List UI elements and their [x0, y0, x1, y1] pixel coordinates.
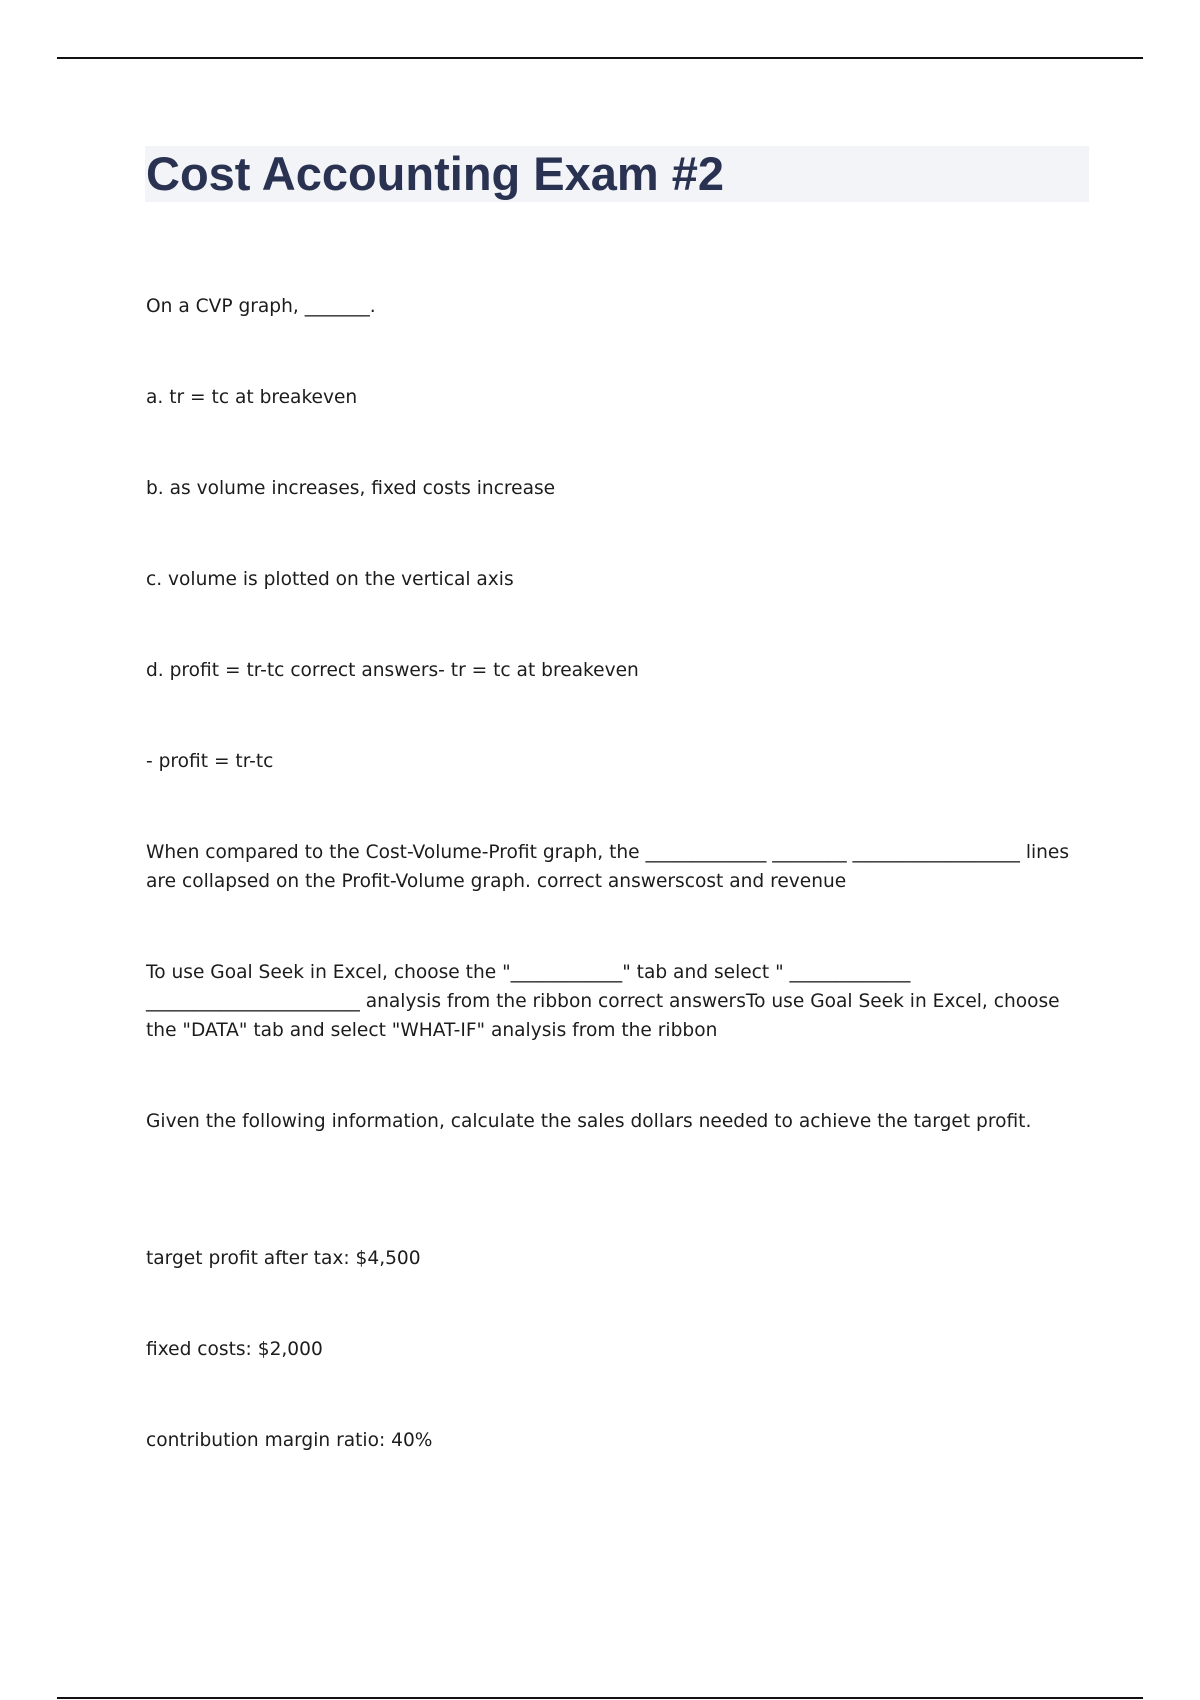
question-cvp-graph: On a CVP graph, _______. — [146, 296, 376, 317]
given-fixed-costs: fixed costs: $2,000 — [146, 1339, 323, 1360]
question-sales-dollars: Given the following information, calculate the sales dollars needed to achieve the target profit. — [146, 1111, 1032, 1132]
option-d-with-answer: d. profit = tr-tc correct answers- tr = tc at breakeven — [146, 660, 639, 681]
question-profit-volume-graph: When compared to the Cost-Volume-Profit graph, the _____________ ________ __________________ lines are collapsed on the Profit-Volume graph. correct answerscost and revenue — [146, 842, 1075, 892]
top-rule — [57, 57, 1143, 59]
option-a: a. tr = tc at breakeven — [146, 387, 358, 408]
question-goal-seek: To use Goal Seek in Excel, choose the "____________" tab and select " _____________ _______________________ analysis from the ribbon correct answersTo use Goal Seek in Excel, choose the "DATA" tab and select "WHAT-IF" analysis from the ribbon — [146, 962, 1066, 1041]
bottom-rule — [57, 1697, 1143, 1699]
answer-continuation: - profit = tr-tc — [146, 751, 274, 772]
option-c: c. volume is plotted on the vertical axis — [146, 569, 514, 590]
given-contribution-margin-ratio: contribution margin ratio: 40% — [146, 1430, 433, 1451]
given-target-profit: target profit after tax: $4,500 — [146, 1248, 421, 1269]
option-b: b. as volume increases, fixed costs increase — [146, 478, 556, 499]
document-title: Cost Accounting Exam #2 — [146, 147, 725, 200]
